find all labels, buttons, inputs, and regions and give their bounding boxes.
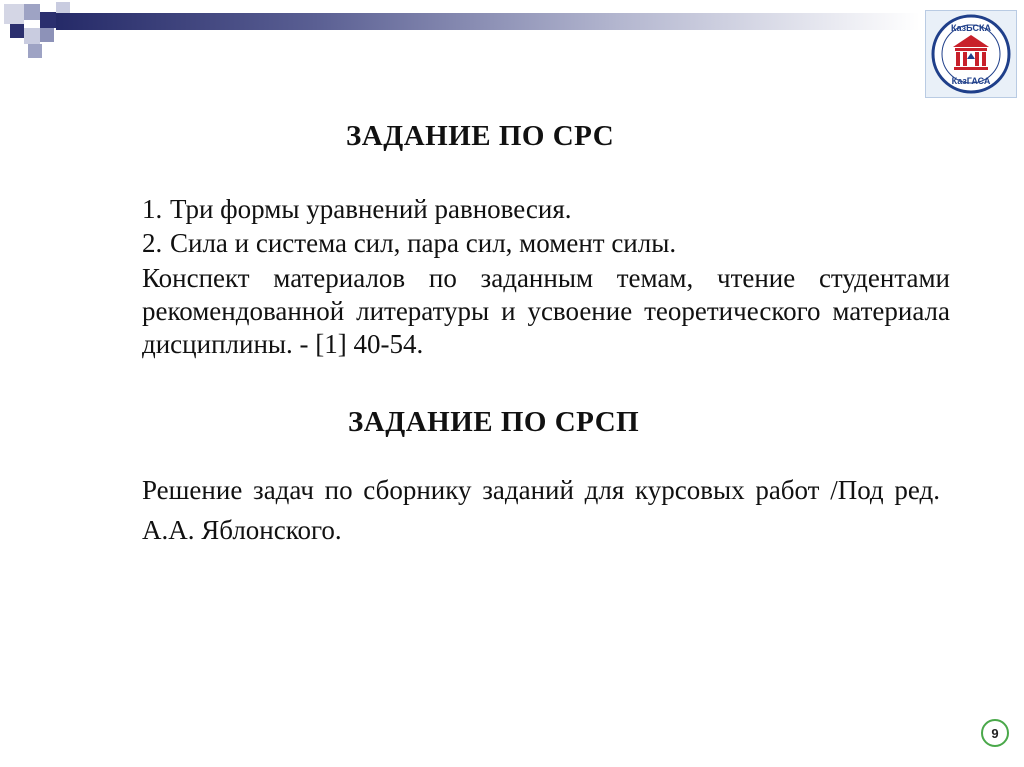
srs-heading: ЗАДАНИЕ ПО СРС — [346, 120, 615, 152]
srs-list-item-1 — [142, 194, 572, 225]
srs-paragraph: Конспект материалов по заданным темам, чтение студентами рекомендованной литературы и усвоение теоретического материала дисциплины. - [1] 40-54. — [142, 263, 950, 359]
srs-item-1-number: 1. — [142, 194, 163, 224]
srs-list-item-2 — [142, 228, 676, 259]
logo-top-text: КазБСКА — [950, 23, 992, 33]
logo-bottom-text: КазГАСА — [951, 76, 991, 86]
srsp-paragraph: Решение задач по сборнику заданий для курсовых работ /Под ред. А.А. Яблонского. — [142, 475, 940, 545]
srs-item-1-text: Три формы уравнений равновесия. — [170, 194, 572, 224]
decorative-squares — [0, 0, 80, 64]
srs-item-2-text: Сила и система сил, пара сил, момент силы. — [170, 228, 677, 258]
header-gradient-bar — [56, 13, 920, 30]
page-number-badge: 9 — [981, 719, 1009, 747]
srsp-heading: ЗАДАНИЕ ПО СРСП — [348, 406, 640, 438]
university-logo — [925, 10, 1017, 98]
srs-item-2-number: 2. — [142, 228, 163, 258]
